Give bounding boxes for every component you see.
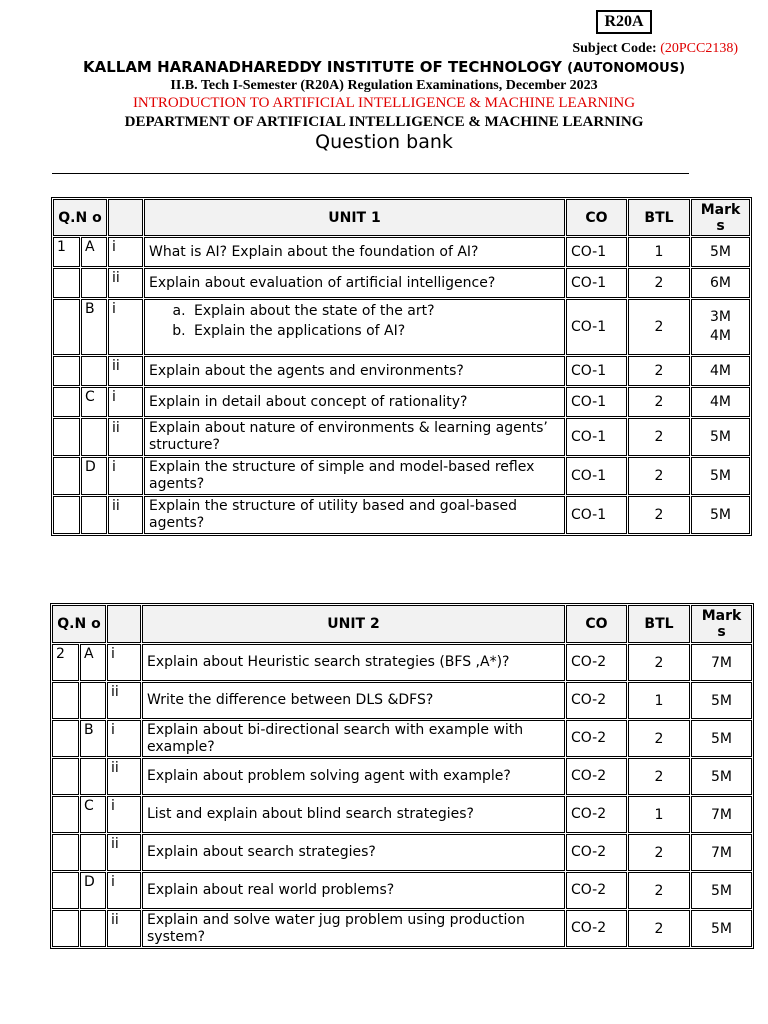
unit-title: UNIT 2 (142, 605, 565, 643)
marks-cell: 5M (691, 457, 750, 495)
co-cell: CO-1 (566, 356, 627, 386)
table-row (52, 910, 752, 947)
question-text: Write the difference between DLS &DFS? (142, 682, 565, 719)
institute-name: KALLAM HARANADHAREDDY INSTITUTE OF TECHNOLOGY (82, 58, 562, 76)
marks-cell: 5M (691, 418, 750, 456)
marks-cell (691, 299, 750, 355)
sub-question-list (148, 301, 561, 341)
q-number (52, 720, 79, 757)
marks-a: 3M (710, 309, 731, 325)
btl-cell: 2 (628, 356, 690, 386)
q-roman: i (107, 796, 141, 833)
question-text: Explain and solve water jug problem using production system? (142, 910, 565, 947)
q-letter (81, 496, 107, 534)
q-roman: ii (107, 910, 141, 947)
btl-cell: 1 (628, 682, 690, 719)
btl-cell: 2 (628, 299, 690, 355)
autonomous-label: (AUTONOMOUS) (567, 61, 686, 76)
q-number: 2 (52, 644, 79, 681)
co-header: CO (566, 605, 627, 643)
marks-cell: 6M (691, 268, 750, 298)
question-text: Explain about search strategies? (142, 834, 565, 871)
co-cell: CO-2 (566, 720, 627, 757)
sub-header (107, 605, 141, 643)
table-row (53, 268, 750, 298)
marks-cell: 4M (691, 387, 750, 417)
co-cell: CO-2 (566, 834, 627, 871)
co-cell: CO-2 (566, 796, 627, 833)
q-roman: ii (107, 834, 141, 871)
q-letter: C (81, 387, 107, 417)
q-roman: ii (107, 682, 141, 719)
q-letter: B (81, 299, 107, 355)
q-letter: B (80, 720, 106, 757)
q-number (52, 834, 79, 871)
department-title: DEPARTMENT OF ARTIFICIAL INTELLIGENCE & MACHINE LEARNING (124, 114, 644, 130)
table-row (52, 644, 752, 681)
unit2-table (50, 603, 754, 949)
table-row (53, 237, 750, 267)
q-number (53, 418, 80, 456)
question-text (144, 299, 565, 355)
q-roman: i (108, 237, 143, 267)
question-text: Explain about the agents and environments? (144, 356, 565, 386)
question-text: Explain the structure of utility based and goal-based agents? (144, 496, 565, 534)
q-number: 1 (53, 237, 80, 267)
table-row (52, 834, 752, 871)
table-header-row (53, 199, 750, 236)
btl-cell: 1 (628, 796, 690, 833)
btl-header: BTL (628, 605, 690, 643)
co-cell: CO-1 (566, 496, 627, 534)
q-number (53, 299, 80, 355)
q-number (53, 387, 80, 417)
q-letter: D (81, 457, 107, 495)
institute-name-line (0, 58, 768, 76)
unit1-table (51, 197, 752, 536)
table-row (52, 758, 752, 795)
q-letter (80, 910, 106, 947)
co-cell: CO-2 (566, 872, 627, 909)
q-letter: C (80, 796, 106, 833)
marks-header: Mark s (691, 605, 752, 643)
question-text: Explain about nature of environments & learning agents’ structure? (144, 418, 565, 456)
btl-cell: 2 (628, 872, 690, 909)
q-roman: ii (108, 268, 143, 298)
question-text: Explain about Heuristic search strategies (BFS ,A*)? (142, 644, 565, 681)
q-number (52, 910, 79, 947)
marks-cell: 5M (691, 872, 752, 909)
btl-cell: 2 (628, 457, 690, 495)
marks-b: 4M (710, 328, 731, 344)
table-row (53, 356, 750, 386)
co-cell: CO-1 (566, 299, 627, 355)
sub-header (108, 199, 143, 236)
table-row (52, 796, 752, 833)
q-letter (81, 268, 107, 298)
marks-cell: 7M (691, 834, 752, 871)
question-text: Explain about problem solving agent with example? (142, 758, 565, 795)
marks-cell: 5M (691, 720, 752, 757)
table-row (52, 682, 752, 719)
qno-header: Q.N o (53, 199, 107, 236)
divider (52, 173, 689, 174)
q-number (52, 796, 79, 833)
co-header: CO (566, 199, 627, 236)
q-letter (80, 834, 106, 871)
marks-cell: 5M (691, 758, 752, 795)
table-row (53, 496, 750, 534)
marks-header: Mark s (691, 199, 750, 236)
q-roman: ii (107, 758, 141, 795)
unit-title: UNIT 1 (144, 199, 565, 236)
q-number (53, 457, 80, 495)
q-letter: D (80, 872, 106, 909)
co-cell: CO-1 (566, 418, 627, 456)
btl-header: BTL (628, 199, 690, 236)
marks-cell: 5M (691, 237, 750, 267)
table-row (52, 720, 752, 757)
marks-cell: 5M (691, 910, 752, 947)
question-text: Explain about real world problems? (142, 872, 565, 909)
q-letter (80, 682, 106, 719)
co-cell: CO-2 (566, 910, 627, 947)
btl-cell: 2 (628, 268, 690, 298)
subject-code: (20PCC2138) (660, 41, 738, 56)
qno-header: Q.N o (52, 605, 106, 643)
q-number (53, 496, 80, 534)
regulation-box: R20A (596, 10, 652, 34)
btl-cell: 2 (628, 418, 690, 456)
q-number (52, 682, 79, 719)
q-roman: ii (108, 496, 143, 534)
btl-cell: 1 (628, 237, 690, 267)
marks-cell: 5M (691, 496, 750, 534)
q-roman: ii (108, 418, 143, 456)
course-title: INTRODUCTION TO ARTIFICIAL INTELLIGENCE & MACHINE LEARNING (132, 95, 636, 111)
question-text: Explain about evaluation of artificial intelligence? (144, 268, 565, 298)
q-roman: i (108, 457, 143, 495)
question-text: What is AI? Explain about the foundation of AI? (144, 237, 565, 267)
co-cell: CO-1 (566, 268, 627, 298)
btl-cell: 2 (628, 910, 690, 947)
btl-cell: 2 (628, 387, 690, 417)
q-number (53, 268, 80, 298)
q-roman: i (107, 872, 141, 909)
subject-code-line (572, 41, 738, 57)
q-roman: i (107, 644, 141, 681)
btl-cell: 2 (628, 644, 690, 681)
question-text: Explain in detail about concept of rationality? (144, 387, 565, 417)
q-letter (81, 418, 107, 456)
page-title: Question bank (315, 131, 453, 153)
q-roman: i (108, 387, 143, 417)
co-cell: CO-1 (566, 237, 627, 267)
q-letter (80, 758, 106, 795)
question-text: List and explain about blind search strategies? (142, 796, 565, 833)
q-letter: A (80, 644, 106, 681)
q-roman: i (108, 299, 143, 355)
marks-cell: 7M (691, 644, 752, 681)
question-text: Explain about bi-directional search with example with example? (142, 720, 565, 757)
q-number (52, 758, 79, 795)
co-cell: CO-2 (566, 644, 627, 681)
btl-cell: 2 (628, 834, 690, 871)
sub-question-a: a. Explain about the state of the art? (190, 301, 561, 321)
marks-cell: 4M (691, 356, 750, 386)
btl-cell: 2 (628, 496, 690, 534)
question-text: Explain the structure of simple and model-based reflex agents? (144, 457, 565, 495)
btl-cell: 2 (628, 758, 690, 795)
sub-question-b: b. Explain the applications of AI? (190, 321, 561, 341)
exam-title: II.B. Tech I-Semester (R20A) Regulation Examinations, December 2023 (170, 78, 598, 93)
co-cell: CO-2 (566, 682, 627, 719)
marks-cell: 7M (691, 796, 752, 833)
table-row (52, 872, 752, 909)
table-row (53, 387, 750, 417)
q-number (52, 872, 79, 909)
q-roman: ii (108, 356, 143, 386)
table-row (53, 299, 750, 355)
q-letter (81, 356, 107, 386)
co-cell: CO-1 (566, 457, 627, 495)
table-row (53, 418, 750, 456)
table-header-row (52, 605, 752, 643)
marks-cell: 5M (691, 682, 752, 719)
table-row (53, 457, 750, 495)
q-roman: i (107, 720, 141, 757)
q-letter: A (81, 237, 107, 267)
co-cell: CO-1 (566, 387, 627, 417)
btl-cell: 2 (628, 720, 690, 757)
q-number (53, 356, 80, 386)
co-cell: CO-2 (566, 758, 627, 795)
subject-code-label: Subject Code: (572, 41, 657, 56)
